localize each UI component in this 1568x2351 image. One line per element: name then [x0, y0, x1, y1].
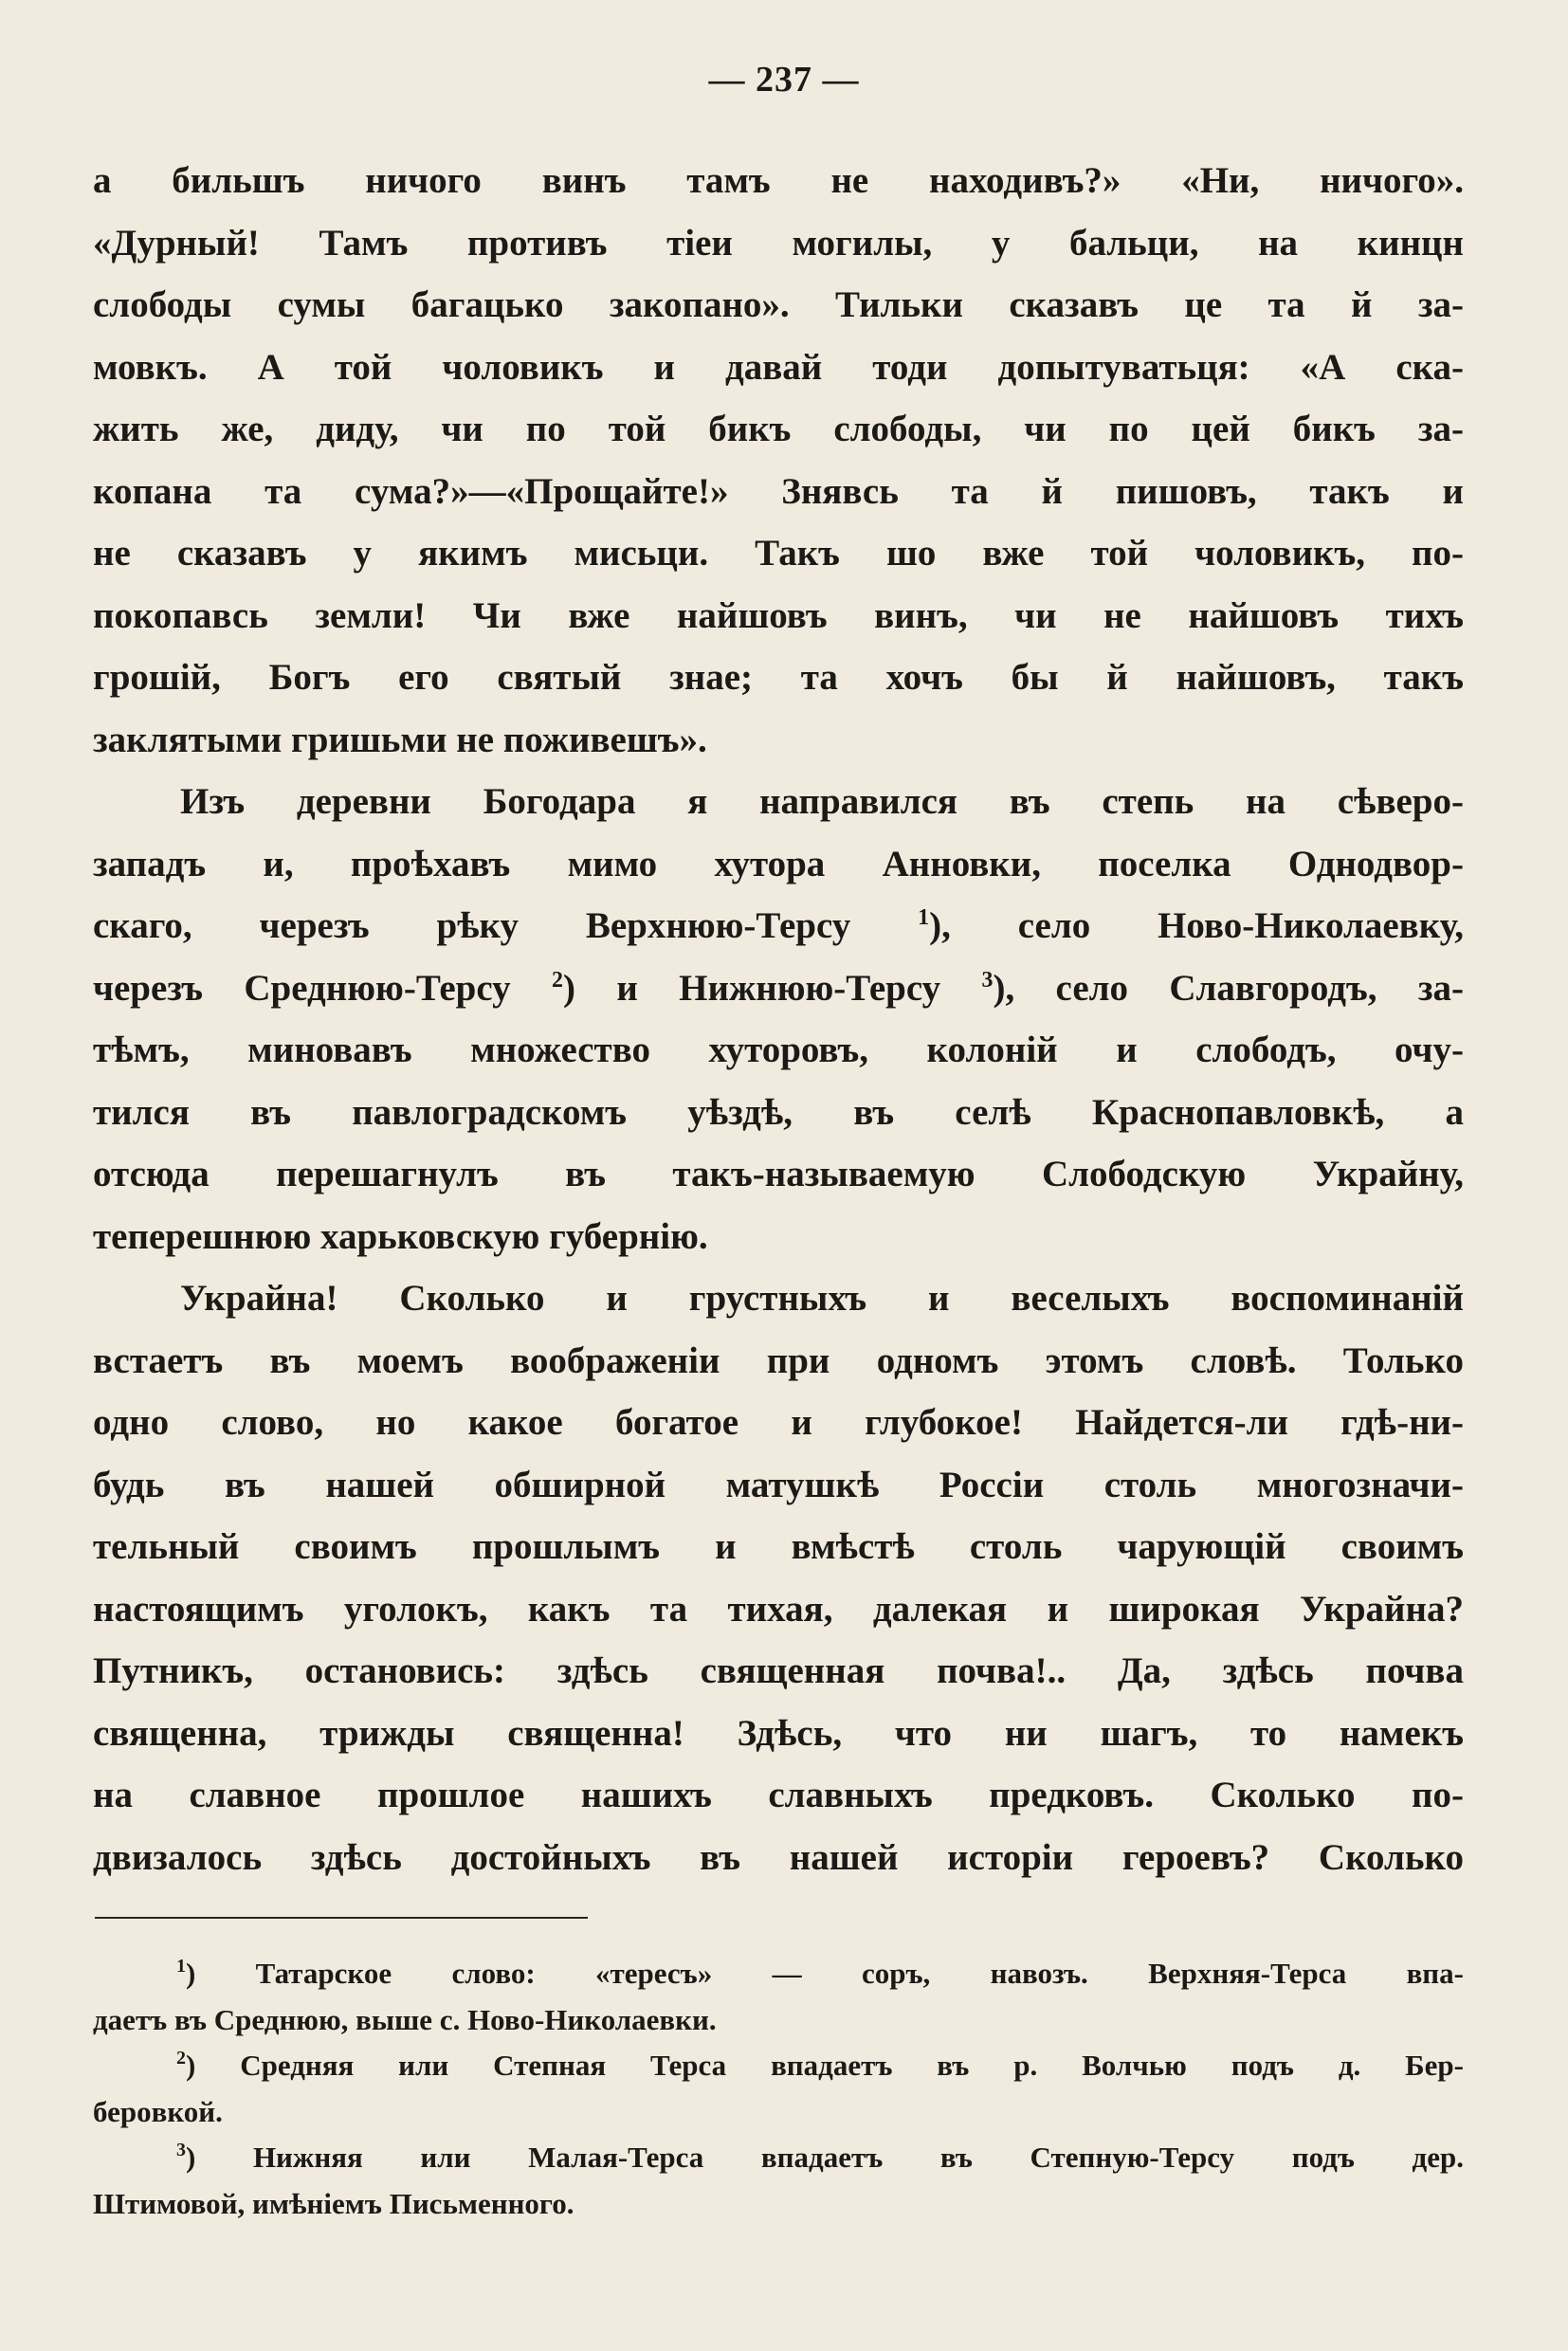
footnotes	[93, 1951, 1464, 2227]
footnote-ref-3: 3	[981, 967, 994, 993]
text-line: не сказавъ у якимъ мисьци. Такъ шо вже той чоловикъ, по-	[93, 533, 1464, 574]
text-line	[93, 957, 1464, 1020]
text-line: отсюда перешагнулъ въ такъ-называемую Слободскую Украйну,	[93, 1154, 1464, 1194]
footnote-2-cont: берoвкой.	[93, 2094, 223, 2128]
footnote-3	[93, 2135, 1464, 2181]
text-segment: скаго, черезъ рѣку Верхнюю-Терсу	[93, 905, 851, 946]
page-number: — 237 —	[708, 60, 860, 100]
text-line: мовкъ. А той чоловикъ и давай тоди допытуватьця: «А ска-	[93, 346, 1464, 388]
text-line: слободы сумы багацько закопано». Тильки сказавъ це та й за-	[93, 284, 1464, 325]
text-line: встаетъ въ моемъ воображеніи при одномъ этомъ словѣ. Только	[93, 1340, 1464, 1381]
text-line: священна, трижды священна! Здѣсь, что ни шагъ, то намекъ	[93, 1712, 1464, 1754]
text-line: Украйна! Сколько и грустныхъ и веселыхъ воспоминаній	[180, 1278, 1464, 1319]
text-line: одно слово, но какое богатое и глубокое! Найдется-ли гдѣ-ни-	[93, 1402, 1464, 1443]
text-line: тельный своимъ прошлымъ и вмѣстѣ столь чарующій своимъ	[93, 1526, 1464, 1567]
text-segment: ), село Славгородъ, за-	[993, 967, 1464, 1009]
text-line: настоящимъ уголокъ, какъ та тихая, далекая и широкая Украйна?	[93, 1588, 1464, 1630]
footnote-divider	[95, 1917, 588, 1919]
footnote-1	[93, 1951, 1464, 1997]
text-line: Путникъ, остановись: здѣсь священная почва!.. Да, здѣсь почва	[93, 1650, 1464, 1691]
text-line: «Дурный! Тамъ противъ тіеи могилы, у бальци, на кинцн	[93, 222, 1464, 264]
footnote-mark: 2	[176, 2048, 186, 2069]
text-line: покопавсь земли! Чи вже найшовъ винъ, чи не найшовъ тихъ	[93, 594, 1464, 636]
footnote-3-cont: Штимовой, имѣніемъ Письменного.	[93, 2186, 574, 2220]
footnote-text: ) Нижняя или Малая-Терса впадаетъ въ Степную-Терсу подъ дер.	[186, 2141, 1464, 2174]
text-line: будь въ нашей обширной матушкѣ Россіи столь многозначи-	[93, 1464, 1464, 1505]
text-line: Изъ деревни Богодара я направился въ степь на сѣверо-	[180, 781, 1464, 822]
text-line: на славное прошлое нашихъ славныхъ предковъ. Сколько по-	[93, 1775, 1464, 1815]
text-line: заклятыми гришьми не поживешъ».	[93, 719, 707, 760]
text-line: тился въ павлоградскомъ уѣздѣ, въ селѣ Краснопавловкѣ, а	[93, 1091, 1464, 1133]
footnote-text: ) Татарское слово: «тересъ» — соръ, навозъ. Верхняя-Терса впа-	[186, 1957, 1464, 1990]
text-line: жить же, диду, чи по той бикъ слободы, чи по цей бикъ за-	[93, 409, 1464, 449]
main-text	[93, 150, 1464, 1888]
text-line: двизалось здѣсь достойныхъ въ нашей исторіи героевъ? Сколько	[93, 1836, 1464, 1878]
text-line: теперешнюю харьковскую губернію.	[93, 1215, 708, 1257]
footnote-text: ) Средняя или Степная Терса впадаетъ въ р. Волчью подъ д. Бер-	[186, 2049, 1464, 2082]
text-segment: , село Ново-Николаевку,	[941, 905, 1464, 946]
text-line: западъ и, проѣхавъ мимо хутора Анновки, поселка Однодвор-	[93, 843, 1464, 884]
text-line: а бильшъ ничого винъ тамъ не находивъ?» «Ни, ничого».	[93, 160, 1464, 201]
footnote-mark: 3	[176, 2140, 186, 2160]
footnote-1-cont: даетъ въ Среднюю, выше с. Ново-Николаевки.	[93, 2002, 717, 2036]
text-segment: ) и Нижнюю-Терсу	[563, 967, 941, 1009]
text-line: копана та сума?»—«Прощайте!» Знявсь та й пишовъ, такъ и	[93, 470, 1464, 512]
footnote-ref-2: 2	[552, 967, 563, 993]
text-line: тѣмъ, миновавъ множество хуторовъ, колоній и слободъ, очу-	[93, 1030, 1464, 1070]
footnote-mark: 1	[176, 1956, 186, 1977]
footnote-2	[93, 2043, 1464, 2089]
text-line: грошій, Богъ его святый знае; та хочъ бы й найшовъ, такъ	[93, 657, 1464, 698]
text-line: скаго, черезъ рѣку Верхнюю-Терсу $^1$), село Ново-Николаевку,	[93, 905, 1464, 946]
text-segment: черезъ Среднюю-Терсу	[93, 967, 511, 1009]
footnote-ref-1: 1	[918, 905, 930, 930]
